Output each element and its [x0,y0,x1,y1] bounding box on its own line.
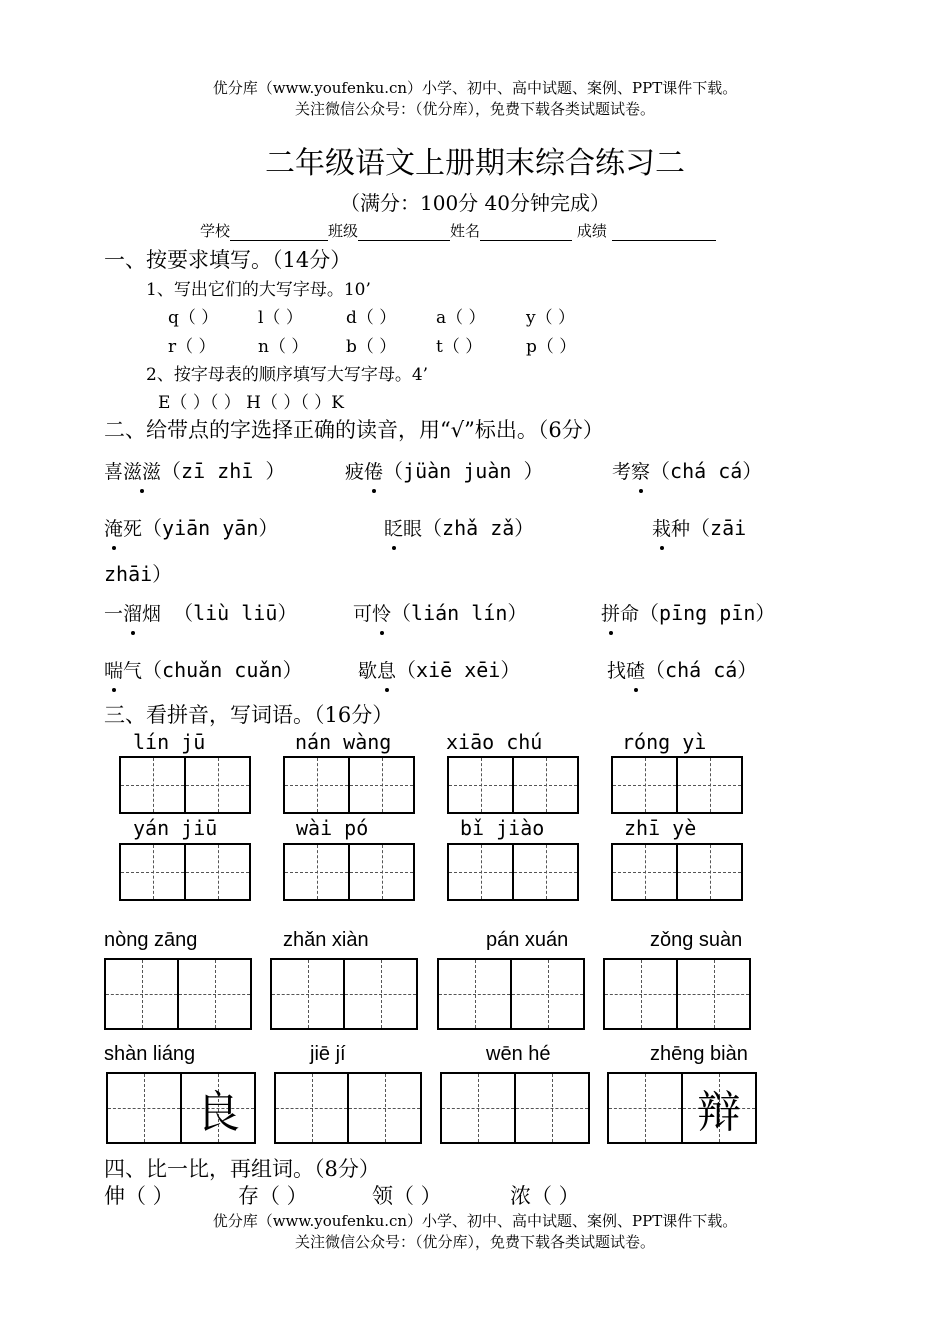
compare-blank[interactable]: 领（ ） [372,1184,442,1208]
letter-blank[interactable]: a（ ） [436,308,486,328]
pinyin-label: zhī yè [624,816,697,840]
writing-grid[interactable] [104,958,252,1030]
letter-blank[interactable]: r（ ） [168,337,216,357]
pinyin-label: jiē jí [310,1043,346,1065]
s4-items [104,1180,580,1210]
s1-row-2 [168,332,576,357]
pinyin-label: lín jū [133,730,206,754]
pinyin-label: zǒng suàn [650,929,743,951]
school-field[interactable] [230,222,328,241]
pinyin-label: pán xuán [486,929,569,951]
compare-blank[interactable]: 伸（ ） [104,1184,174,1208]
reading-item[interactable]: 拼命（pīng pīn） [601,601,776,625]
writing-grid[interactable] [611,756,743,814]
prefilled-character: 良 [196,1087,240,1138]
writing-grid[interactable] [283,843,415,901]
letter-blank[interactable]: d（ ） [346,308,397,328]
student-info [200,220,716,241]
letter-blank[interactable]: l（ ） [258,308,303,328]
pinyin-label: shàn liáng [104,1043,196,1065]
name-field[interactable] [480,222,572,241]
reading-item[interactable]: 可怜（lián lín） [353,601,528,625]
writing-grid[interactable] [440,1072,590,1144]
reading-item[interactable]: 喘气（chuǎn cuǎn） [104,658,303,682]
score-field[interactable] [612,222,716,241]
reading-item[interactable]: 一溜烟 （liù liū） [104,601,298,625]
page-subtitle: （满分：100分 40分钟完成） [340,191,610,215]
writing-grid[interactable] [106,1072,256,1144]
prefilled-character: 辩 [697,1087,741,1138]
reading-item[interactable]: 栽种（zāi [652,516,747,540]
writing-grid[interactable] [119,756,251,814]
pinyin-label: yán jiū [133,816,218,840]
writing-grid[interactable] [447,843,579,901]
compare-blank[interactable]: 存（ ） [238,1184,308,1208]
s1-sequence[interactable]: E（ ）（ ） H（ ）（ ）K [158,393,344,413]
letter-blank[interactable]: p（ ） [526,337,577,357]
section-2-heading: 二、给带点的字选择正确的读音，用“√”标出。（6分） [104,418,604,442]
pinyin-label: nòng zāng [104,929,198,951]
name-label: 姓名 [450,222,481,240]
header-line-1: 优分库（www.youfenku.cn）小学、初中、高中试题、案例、PPT课件下载。 [212,79,738,97]
reading-item[interactable]: 找碴（chá cá） [607,658,758,682]
writing-grid[interactable] [607,1072,757,1144]
section-4-heading: 四、比一比，再组词。（8分） [104,1157,380,1181]
reading-item[interactable]: 淹死（yiān yān） [104,516,279,540]
writing-grid[interactable] [270,958,418,1030]
letter-blank[interactable]: y（ ） [526,308,576,328]
writing-grid[interactable] [283,756,415,814]
writing-grid[interactable] [603,958,751,1030]
pinyin-label: róng yì [622,730,707,754]
letter-blank[interactable]: n（ ） [258,337,309,357]
reading-item[interactable]: 眨眼（zhǎ zǎ） [384,516,535,540]
pinyin-label: wài pó [296,816,369,840]
writing-grid[interactable] [447,756,579,814]
reading-item[interactable]: 考察（chá cá） [612,459,763,483]
pinyin-label: bǐ jiào [460,816,545,840]
reading-item[interactable]: 疲倦（jüàn juàn ） [345,459,544,483]
page-title: 二年级语文上册期末综合练习二 [265,146,685,181]
letter-blank[interactable]: t（ ） [436,337,483,357]
s1-row-1 [168,303,575,328]
class-field[interactable] [358,222,450,241]
class-label: 班级 [328,222,359,240]
footer-line-2: 关注微信公众号：（优分库），免费下载各类试题试卷。 [294,1233,655,1251]
pinyin-label: zhēng biàn [650,1043,748,1065]
reading-item-continued: zhāi） [104,562,173,586]
compare-blank[interactable]: 浓（ ） [510,1184,580,1208]
header-line-2: 关注微信公众号：（优分库），免费下载各类试题试卷。 [294,100,655,118]
section-3-heading: 三、看拼音，写词语。（16分） [104,703,394,727]
writing-grid[interactable] [611,843,743,901]
pinyin-label: nán wàng [295,730,392,754]
s1-question-1: 1、写出它们的大写字母。10’ [146,280,371,300]
writing-grid[interactable] [119,843,251,901]
pinyin-label: xiāo chú [446,730,543,754]
section-1-heading: 一、按要求填写。（14分） [104,248,352,272]
s1-question-2: 2、按字母表的顺序填写大写字母。4’ [146,365,429,385]
writing-grid[interactable] [437,958,585,1030]
reading-item[interactable]: 歇息（xiē xēi） [358,658,521,682]
footer-line-1: 优分库（www.youfenku.cn）小学、初中、高中试题、案例、PPT课件下载。 [212,1212,738,1230]
score-label: 成绩 [576,222,607,240]
school-label: 学校 [200,222,231,240]
letter-blank[interactable]: q（ ） [168,308,219,328]
letter-blank[interactable]: b（ ） [346,337,397,357]
writing-grid[interactable] [274,1072,422,1144]
pinyin-label: wēn hé [486,1043,551,1065]
reading-item[interactable]: 喜滋滋（zī zhī ） [104,459,286,483]
pinyin-label: zhǎn xiàn [283,929,369,951]
